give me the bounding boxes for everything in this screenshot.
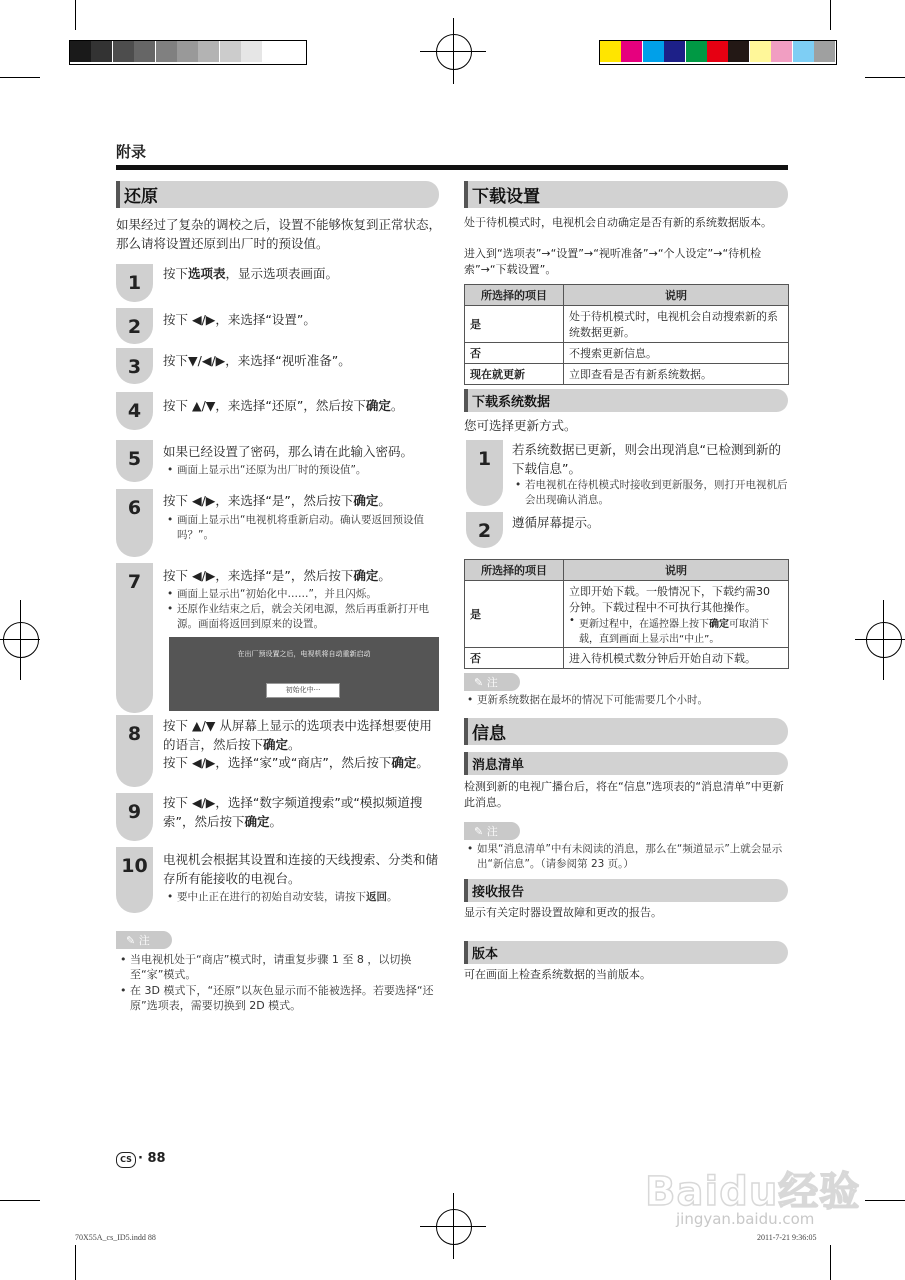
note-tag: ✎ 注 xyxy=(464,673,520,691)
step-bullet: • 要中止正在进行的初始自动安装，请按下返回。 xyxy=(177,890,439,905)
step-text: 若系统数据已更新，则会出现消息“已检测到新的下载信息”。 xyxy=(512,442,781,476)
language-badge: CS xyxy=(116,1152,136,1168)
color-swatch xyxy=(686,41,707,62)
info-title: 信息 xyxy=(464,718,788,745)
download-settings-title: 下载设置 xyxy=(464,181,788,208)
color-swatch xyxy=(177,41,198,62)
color-swatch xyxy=(600,41,621,62)
step-number: 2 xyxy=(116,308,153,344)
crop-mark xyxy=(75,0,76,30)
step-text: 按下 ▲/▼ 从屏幕上显示的选项表中选择想要使用的语言，然后按下确定。 xyxy=(163,718,432,752)
color-swatch xyxy=(771,41,792,62)
color-swatch xyxy=(91,41,112,62)
color-swatch xyxy=(198,41,219,62)
crop-mark xyxy=(865,77,905,78)
color-swatch xyxy=(156,41,177,62)
registration-mark xyxy=(436,1209,472,1245)
step-number: 7 xyxy=(116,563,153,713)
color-swatch xyxy=(134,41,155,62)
color-swatch xyxy=(113,41,134,62)
step-number: 6 xyxy=(116,489,153,557)
table-header: 所选择的项目 xyxy=(465,560,564,581)
crop-mark xyxy=(0,77,40,78)
watermark-logo: Baidu经验 xyxy=(645,1169,861,1215)
step-text: 按下 ◀/▶，来选择“是”，然后按下确定。 xyxy=(163,493,391,508)
color-swatch xyxy=(707,41,728,62)
color-swatch xyxy=(220,41,241,62)
report-subtitle: 接收报告 xyxy=(464,879,788,902)
registration-mark xyxy=(866,622,902,658)
reset-intro: 如果经过了复杂的调校之后，设置不能够恢复到正常状态，那么请将设置还原到出厂时的预设值。 xyxy=(116,217,442,251)
registration-mark xyxy=(436,34,472,70)
header-rule xyxy=(116,165,788,170)
download-settings-table xyxy=(464,284,789,385)
note-item: • 在 3D 模式下，“还原”以灰色显示而不能被选择。若要选择“还原”选项表，需要切换到 2D 模式。 xyxy=(130,983,440,1013)
step-number: 1 xyxy=(466,440,503,506)
step-text: 按下选项表，显示选项表画面。 xyxy=(163,266,339,281)
step-text: 按下 ◀/▶，来选择“是”，然后按下确定。 xyxy=(163,568,391,583)
step-number: 8 xyxy=(116,715,153,787)
step-number: 1 xyxy=(116,264,153,302)
screen-button: 初始化中··· xyxy=(266,683,340,698)
crop-mark xyxy=(830,1245,831,1280)
table-row: 现在就更新 立即查看是否有新系统数据。 xyxy=(465,364,789,385)
step-bullet: • 若电视机在待机模式时接收到更新服务，则打开电视机后会出现确认消息。 xyxy=(525,478,788,508)
screen-message: 在出厂预设置之后，电视机将自动重新启动 xyxy=(237,650,371,658)
download-options-table xyxy=(464,559,789,669)
step-number: 3 xyxy=(116,348,153,384)
table-row: 否 不搜索更新信息。 xyxy=(465,343,789,364)
step-number: 4 xyxy=(116,392,153,430)
version-text: 可在画面上检查系统数据的当前版本。 xyxy=(464,968,651,981)
color-swatch xyxy=(664,41,685,62)
note-icon: ✎ xyxy=(474,675,487,689)
step-bullet: • 画面上显示出“还原为出厂时的预设值”。 xyxy=(177,463,439,478)
version-subtitle: 版本 xyxy=(464,941,788,964)
download-intro: 处于待机模式时，电视机会自动确定是否有新的系统数据版本。 xyxy=(464,216,772,229)
note-tag: ✎ 注 xyxy=(116,931,172,949)
step-text: 电视机会根据其设置和连接的天线搜索、分类和储存所有能接收的电视台。 xyxy=(163,852,439,886)
table-row: 是 处于待机模式时，电视机会自动搜索新的系统数据更新。 xyxy=(465,306,789,343)
step-text: 按下 ◀/▶，来选择“设置”。 xyxy=(163,312,316,327)
color-swatch xyxy=(793,41,814,62)
table-row: 否 进入待机模式数分钟后开始自动下载。 xyxy=(465,648,789,669)
color-swatch xyxy=(263,41,284,62)
crop-mark xyxy=(830,0,831,30)
color-swatch xyxy=(750,41,771,62)
step-text: 按下 ▲/▼，来选择“还原”，然后按下确定。 xyxy=(163,398,404,413)
download-path: 进入到“选项表”→“设置”→“视听准备”→“个人设定”→“待机检索”→“下载设置”。 xyxy=(464,247,762,276)
step-text: 遵循屏幕提示。 xyxy=(512,515,600,530)
crop-mark xyxy=(865,1200,905,1201)
report-text: 显示有关定时器设置故障和更改的报告。 xyxy=(464,906,662,919)
step-bullet: • 还原作业结束之后，就会关闭电源，然后再重新打开电源。画面将返回到原来的设置。 xyxy=(177,602,439,632)
crop-mark xyxy=(75,1245,76,1280)
note-icon: ✎ xyxy=(474,824,487,838)
note-icon: ✎ xyxy=(126,933,139,947)
color-swatch xyxy=(621,41,642,62)
download-data-intro: 您可选择更新方式。 xyxy=(464,418,577,433)
print-date: 2011-7-21 9:36:05 xyxy=(757,1233,817,1242)
table-header: 所选择的项目 xyxy=(465,285,564,306)
color-swatch xyxy=(241,41,262,62)
watermark-url: jingyan.baidu.com xyxy=(676,1210,815,1228)
color-swatch xyxy=(728,41,749,62)
crop-mark xyxy=(0,1200,40,1201)
table-row: 是 立即开始下载。一般情况下，下载约需30 分钟。下载过程中不可执行其他操作。 • 更新过程中，在遥控器上按下确定可取消下载，直到画面上显示出“中止”。 xyxy=(465,581,789,648)
step-text: 如果已经设置了密码，那么请在此输入密码。 xyxy=(163,444,414,459)
note-item: • 当电视机处于“商店”模式时，请重复步骤 1 至 8 ，以切换至“家”模式。 xyxy=(130,952,440,982)
section-header: 附录 xyxy=(116,143,147,161)
step-bullet: • 画面上显示出“初始化中……”，并且闪烁。 xyxy=(177,587,439,602)
download-data-subtitle: 下载系统数据 xyxy=(464,389,788,412)
note-item: • 如果“消息清单”中有未阅读的消息，那么在“频道显示”上就会显示出“新信息”。（请参阅第 23 页。） xyxy=(477,842,789,872)
step-text: 按下▼/◀/▶，来选择“视听准备”。 xyxy=(163,353,351,368)
color-swatch xyxy=(643,41,664,62)
message-list-text: 检测到新的电视广播台后，将在“信息”选项表的“消息清单”中更新此消息。 xyxy=(464,780,784,809)
table-header: 说明 xyxy=(564,560,789,581)
tv-screen-preview xyxy=(169,637,439,711)
step-bullet: • 画面上显示出“电视机将重新启动。确认要返回预设值吗？”。 xyxy=(177,513,439,543)
step-number: 5 xyxy=(116,440,153,482)
reset-title: 还原 xyxy=(116,181,439,208)
registration-mark xyxy=(3,622,39,658)
note-item: • 更新系统数据在最坏的情况下可能需要几个小时。 xyxy=(477,693,787,708)
step-number: 2 xyxy=(466,512,503,548)
color-swatch xyxy=(70,41,91,62)
color-swatch xyxy=(814,41,835,62)
page-number: · 88 xyxy=(138,1151,166,1166)
step-number: 10 xyxy=(116,847,153,913)
note-tag: ✎ 注 xyxy=(464,822,520,840)
step-number: 9 xyxy=(116,793,153,841)
step-text: 按下 ◀/▶，选择“家”或“商店”，然后按下确定。 xyxy=(163,755,429,770)
file-info: 70X55A_cs_ID5.indd 88 xyxy=(75,1233,156,1242)
message-list-subtitle: 消息清单 xyxy=(464,752,788,775)
step-text: 按下 ◀/▶，选择“数字频道搜索”或“模拟频道搜索”，然后按下确定。 xyxy=(163,795,423,829)
table-header: 说明 xyxy=(564,285,789,306)
